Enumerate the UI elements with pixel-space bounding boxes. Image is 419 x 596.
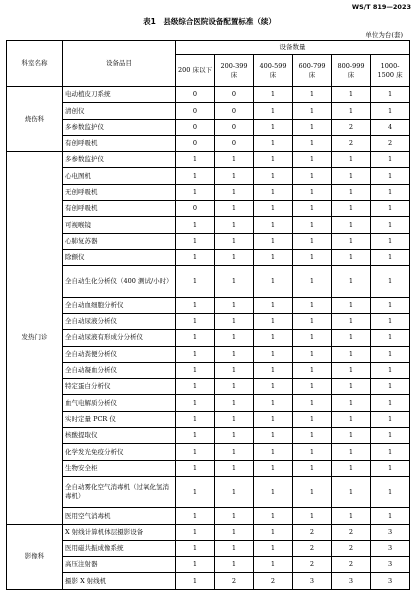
dept-name: 影像科 <box>7 524 63 589</box>
dept-name: 发热门诊 <box>7 152 63 524</box>
equipment-item: 全自动粪便分析仪 <box>63 346 176 362</box>
quantity-cell: 1 <box>293 428 332 444</box>
quantity-cell: 1 <box>293 330 332 346</box>
quantity-cell: 1 <box>293 508 332 524</box>
equipment-item: 可视喉镜 <box>63 217 176 233</box>
equipment-item: 全自动凝血分析仪 <box>63 362 176 378</box>
quantity-cell: 1 <box>176 379 215 395</box>
quantity-cell: 1 <box>332 411 371 427</box>
quantity-cell: 1 <box>293 152 332 168</box>
equipment-item: 全自动尿液有形成分分析仪 <box>63 330 176 346</box>
quantity-cell: 1 <box>254 346 293 362</box>
quantity-cell: 1 <box>254 379 293 395</box>
table-row <box>7 508 410 524</box>
quantity-cell: 1 <box>254 395 293 411</box>
equipment-item: 实时定量 PCR 仪 <box>63 411 176 427</box>
equipment-item: 除颤仪 <box>63 249 176 265</box>
quantity-cell: 1 <box>293 266 332 297</box>
quantity-cell: 2 <box>254 573 293 590</box>
quantity-cell: 1 <box>332 87 371 103</box>
quantity-cell: 0 <box>215 135 254 151</box>
quantity-cell: 1 <box>332 444 371 460</box>
quantity-cell: 1 <box>176 508 215 524</box>
equipment-item: 特定蛋白分析仪 <box>63 379 176 395</box>
quantity-cell: 1 <box>293 201 332 217</box>
quantity-cell: 1 <box>176 557 215 573</box>
table-row <box>7 119 410 135</box>
quantity-cell: 1 <box>371 201 410 217</box>
quantity-cell: 1 <box>371 428 410 444</box>
quantity-cell: 1 <box>254 330 293 346</box>
quantity-cell: 1 <box>293 103 332 119</box>
quantity-cell: 2 <box>371 135 410 151</box>
quantity-cell: 1 <box>215 362 254 378</box>
quantity-cell: 1 <box>254 428 293 444</box>
quantity-cell: 1 <box>254 313 293 329</box>
table-row <box>7 524 410 540</box>
header-bed-range: 200 床以下 <box>176 55 215 87</box>
quantity-cell: 1 <box>293 362 332 378</box>
quantity-cell: 1 <box>371 233 410 249</box>
header-bed-range: 400-599 床 <box>254 55 293 87</box>
table-row <box>7 152 410 168</box>
quantity-cell: 1 <box>176 346 215 362</box>
quantity-cell: 1 <box>293 168 332 184</box>
quantity-cell: 1 <box>371 346 410 362</box>
quantity-cell: 1 <box>371 330 410 346</box>
equipment-item: 化学发光免疫分析仪 <box>63 444 176 460</box>
standard-code: WS/T 819—2023 <box>351 3 411 11</box>
quantity-cell: 1 <box>254 557 293 573</box>
quantity-cell: 1 <box>293 233 332 249</box>
equipment-table <box>6 40 410 590</box>
quantity-cell: 1 <box>176 330 215 346</box>
quantity-cell: 1 <box>332 103 371 119</box>
quantity-cell: 1 <box>332 395 371 411</box>
quantity-cell: 0 <box>215 103 254 119</box>
quantity-cell: 1 <box>371 87 410 103</box>
quantity-cell: 4 <box>371 119 410 135</box>
quantity-cell: 1 <box>254 444 293 460</box>
quantity-cell: 1 <box>371 249 410 265</box>
quantity-cell: 1 <box>254 249 293 265</box>
table-row <box>7 428 410 444</box>
equipment-item: 全自动血细胞分析仪 <box>63 297 176 313</box>
quantity-cell: 1 <box>332 233 371 249</box>
equipment-item: 心电图机 <box>63 168 176 184</box>
quantity-cell: 1 <box>254 524 293 540</box>
quantity-cell: 1 <box>254 476 293 507</box>
table-row <box>7 557 410 573</box>
quantity-cell: 1 <box>254 217 293 233</box>
header-dept: 科室名称 <box>7 41 63 87</box>
quantity-cell: 2 <box>332 135 371 151</box>
quantity-cell: 1 <box>176 266 215 297</box>
quantity-cell: 1 <box>254 184 293 200</box>
quantity-cell: 1 <box>371 395 410 411</box>
quantity-cell: 2 <box>332 119 371 135</box>
quantity-cell: 1 <box>293 411 332 427</box>
quantity-cell: 1 <box>176 411 215 427</box>
quantity-cell: 1 <box>371 476 410 507</box>
equipment-item: 医用磁共振成像系统 <box>63 540 176 556</box>
quantity-cell: 1 <box>293 476 332 507</box>
quantity-cell: 0 <box>176 135 215 151</box>
quantity-cell: 1 <box>293 217 332 233</box>
quantity-cell: 1 <box>215 152 254 168</box>
quantity-cell: 1 <box>215 330 254 346</box>
unit-note: 单位为台(套) <box>365 31 403 39</box>
quantity-cell: 1 <box>215 233 254 249</box>
quantity-cell: 1 <box>371 313 410 329</box>
quantity-cell: 2 <box>293 540 332 556</box>
table-row <box>7 266 410 297</box>
quantity-cell: 1 <box>332 168 371 184</box>
quantity-cell: 1 <box>332 184 371 200</box>
header-bed-range: 800-999 床 <box>332 55 371 87</box>
table-row <box>7 411 410 427</box>
quantity-cell: 1 <box>215 476 254 507</box>
header-qty: 设备数量 <box>176 41 410 55</box>
quantity-cell: 1 <box>176 217 215 233</box>
quantity-cell: 2 <box>332 557 371 573</box>
quantity-cell: 1 <box>254 233 293 249</box>
quantity-cell: 1 <box>293 460 332 476</box>
quantity-cell: 1 <box>215 249 254 265</box>
quantity-cell: 2 <box>293 557 332 573</box>
quantity-cell: 1 <box>176 233 215 249</box>
table-row <box>7 395 410 411</box>
quantity-cell: 1 <box>215 557 254 573</box>
quantity-cell: 1 <box>293 313 332 329</box>
quantity-cell: 1 <box>176 395 215 411</box>
quantity-cell: 1 <box>332 217 371 233</box>
quantity-cell: 1 <box>215 444 254 460</box>
table-title: 表1 县级综合医院设备配置标准（续） <box>143 17 276 26</box>
table-row <box>7 573 410 590</box>
equipment-item: 血气电解质分析仪 <box>63 395 176 411</box>
equipment-item: 电动植皮刀系统 <box>63 87 176 103</box>
quantity-cell: 1 <box>293 87 332 103</box>
quantity-cell: 1 <box>176 476 215 507</box>
table-row <box>7 362 410 378</box>
quantity-cell: 1 <box>215 168 254 184</box>
quantity-cell: 1 <box>293 346 332 362</box>
quantity-cell: 1 <box>293 135 332 151</box>
quantity-cell: 1 <box>332 428 371 444</box>
equipment-item: 全自动生化分析仪（400 测试/小时） <box>63 266 176 297</box>
quantity-cell: 1 <box>371 184 410 200</box>
quantity-cell: 1 <box>332 152 371 168</box>
equipment-item: 有创呼吸机 <box>63 135 176 151</box>
quantity-cell: 3 <box>371 524 410 540</box>
quantity-cell: 0 <box>215 119 254 135</box>
equipment-item: 清创仪 <box>63 103 176 119</box>
quantity-cell: 1 <box>332 346 371 362</box>
quantity-cell: 1 <box>215 184 254 200</box>
quantity-cell: 2 <box>215 573 254 590</box>
quantity-cell: 1 <box>371 460 410 476</box>
quantity-cell: 1 <box>332 249 371 265</box>
quantity-cell: 1 <box>215 266 254 297</box>
quantity-cell: 0 <box>176 103 215 119</box>
quantity-cell: 1 <box>293 184 332 200</box>
quantity-cell: 1 <box>176 540 215 556</box>
quantity-cell: 0 <box>176 87 215 103</box>
quantity-cell: 0 <box>176 119 215 135</box>
quantity-cell: 1 <box>176 184 215 200</box>
quantity-cell: 1 <box>215 217 254 233</box>
table-row <box>7 313 410 329</box>
quantity-cell: 2 <box>332 540 371 556</box>
quantity-cell: 1 <box>176 444 215 460</box>
quantity-cell: 1 <box>215 540 254 556</box>
quantity-cell: 1 <box>254 135 293 151</box>
quantity-cell: 1 <box>332 379 371 395</box>
table-row <box>7 476 410 507</box>
table-row <box>7 168 410 184</box>
quantity-cell: 1 <box>293 379 332 395</box>
quantity-cell: 1 <box>332 201 371 217</box>
quantity-cell: 1 <box>254 411 293 427</box>
quantity-cell: 1 <box>215 201 254 217</box>
quantity-cell: 0 <box>176 201 215 217</box>
quantity-cell: 1 <box>371 379 410 395</box>
equipment-item: 医用空气消毒机 <box>63 508 176 524</box>
equipment-item: 核酸提取仪 <box>63 428 176 444</box>
quantity-cell: 2 <box>293 524 332 540</box>
quantity-cell: 1 <box>215 379 254 395</box>
table-row <box>7 233 410 249</box>
quantity-cell: 1 <box>254 201 293 217</box>
equipment-item: 全自动尿液分析仪 <box>63 313 176 329</box>
quantity-cell: 1 <box>254 508 293 524</box>
table-row <box>7 217 410 233</box>
quantity-cell: 1 <box>332 297 371 313</box>
quantity-cell: 1 <box>332 476 371 507</box>
quantity-cell: 1 <box>176 313 215 329</box>
quantity-cell: 1 <box>215 508 254 524</box>
equipment-item: 摄影 X 射线机 <box>63 573 176 590</box>
quantity-cell: 1 <box>254 103 293 119</box>
quantity-cell: 1 <box>176 460 215 476</box>
quantity-cell: 1 <box>371 152 410 168</box>
quantity-cell: 1 <box>371 411 410 427</box>
header-item: 设备品目 <box>63 41 176 87</box>
quantity-cell: 1 <box>215 460 254 476</box>
equipment-item: 无创呼吸机 <box>63 184 176 200</box>
quantity-cell: 1 <box>254 152 293 168</box>
quantity-cell: 1 <box>176 297 215 313</box>
quantity-cell: 1 <box>176 524 215 540</box>
equipment-item: 有创呼吸机 <box>63 201 176 217</box>
quantity-cell: 1 <box>215 524 254 540</box>
table-row <box>7 184 410 200</box>
quantity-cell: 1 <box>293 395 332 411</box>
quantity-cell: 1 <box>254 540 293 556</box>
table-row <box>7 540 410 556</box>
quantity-cell: 1 <box>176 428 215 444</box>
quantity-cell: 1 <box>254 168 293 184</box>
table-row <box>7 103 410 119</box>
table-row <box>7 249 410 265</box>
table-row <box>7 330 410 346</box>
quantity-cell: 1 <box>176 249 215 265</box>
quantity-cell: 1 <box>254 297 293 313</box>
quantity-cell: 1 <box>371 168 410 184</box>
quantity-cell: 1 <box>176 573 215 590</box>
quantity-cell: 1 <box>293 444 332 460</box>
quantity-cell: 1 <box>371 103 410 119</box>
equipment-item: 高压注射器 <box>63 557 176 573</box>
table-body <box>7 87 410 590</box>
quantity-cell: 2 <box>332 524 371 540</box>
quantity-cell: 1 <box>293 249 332 265</box>
table-row <box>7 135 410 151</box>
quantity-cell: 1 <box>332 313 371 329</box>
quantity-cell: 1 <box>254 362 293 378</box>
quantity-cell: 1 <box>332 460 371 476</box>
quantity-cell: 1 <box>176 362 215 378</box>
quantity-cell: 1 <box>332 330 371 346</box>
quantity-cell: 1 <box>215 428 254 444</box>
table-row <box>7 444 410 460</box>
quantity-cell: 1 <box>215 395 254 411</box>
quantity-cell: 1 <box>293 119 332 135</box>
table-row <box>7 87 410 103</box>
quantity-cell: 1 <box>371 444 410 460</box>
equipment-item: 生物安全柜 <box>63 460 176 476</box>
quantity-cell: 3 <box>371 573 410 590</box>
table-row <box>7 346 410 362</box>
quantity-cell: 1 <box>215 411 254 427</box>
quantity-cell: 1 <box>176 152 215 168</box>
header-bed-range: 600-799 床 <box>293 55 332 87</box>
equipment-item: 心肺复苏器 <box>63 233 176 249</box>
equipment-item: X 射线计算机体层摄影设备 <box>63 524 176 540</box>
quantity-cell: 1 <box>332 266 371 297</box>
quantity-cell: 1 <box>254 87 293 103</box>
quantity-cell: 3 <box>371 557 410 573</box>
table-row <box>7 379 410 395</box>
quantity-cell: 1 <box>332 362 371 378</box>
quantity-cell: 1 <box>371 217 410 233</box>
quantity-cell: 1 <box>215 346 254 362</box>
quantity-cell: 1 <box>176 168 215 184</box>
quantity-cell: 1 <box>254 266 293 297</box>
quantity-cell: 1 <box>215 297 254 313</box>
quantity-cell: 1 <box>371 362 410 378</box>
quantity-cell: 1 <box>371 266 410 297</box>
quantity-cell: 1 <box>254 460 293 476</box>
quantity-cell: 3 <box>293 573 332 590</box>
header-bed-range: 1000-1500 床 <box>371 55 410 87</box>
quantity-cell: 0 <box>215 87 254 103</box>
equipment-item: 全自动雾化空气消毒机（过氧化氢消毒机） <box>63 476 176 507</box>
equipment-item: 多参数监护仪 <box>63 152 176 168</box>
quantity-cell: 1 <box>371 508 410 524</box>
table-row <box>7 460 410 476</box>
header-bed-range: 200-399 床 <box>215 55 254 87</box>
quantity-cell: 3 <box>332 573 371 590</box>
quantity-cell: 1 <box>215 313 254 329</box>
table-row <box>7 297 410 313</box>
quantity-cell: 1 <box>371 297 410 313</box>
quantity-cell: 1 <box>293 297 332 313</box>
quantity-cell: 1 <box>332 508 371 524</box>
table-row <box>7 201 410 217</box>
equipment-item: 多参数监护仪 <box>63 119 176 135</box>
quantity-cell: 3 <box>371 540 410 556</box>
dept-name: 烧伤科 <box>7 87 63 152</box>
quantity-cell: 1 <box>254 119 293 135</box>
